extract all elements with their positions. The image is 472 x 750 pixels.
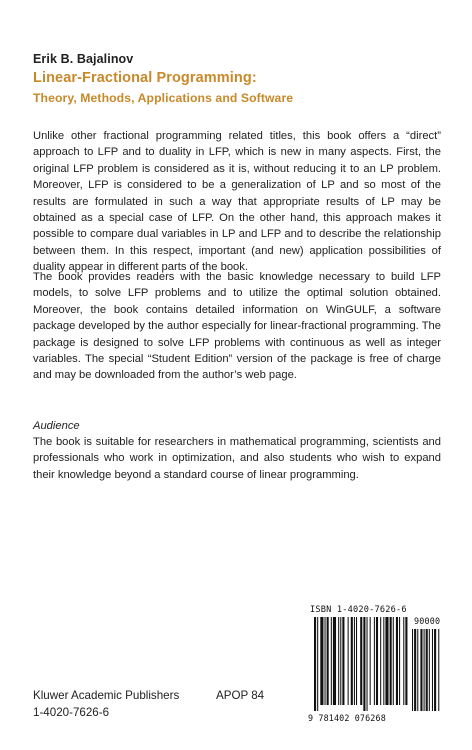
barcode-bar [363, 617, 365, 711]
barcode-bar [314, 617, 316, 711]
barcode-bar [374, 617, 375, 705]
barcode-addon-bar [420, 629, 422, 711]
barcode-addon-bar [417, 629, 418, 711]
barcode-bar [327, 617, 329, 705]
barcode-bar [380, 617, 381, 705]
barcode-bar [333, 617, 336, 705]
audience-paragraph: The book is suitable for researchers in mathematical programming, scientists and professionals who work in optimization, and also students who wish to expand their knowledge beyond a standard course of linear programming. [33, 436, 441, 481]
barcode-bar [403, 617, 404, 705]
barcode-bar [383, 617, 384, 705]
book-subtitle: Theory, Methods, Applications and Software [33, 91, 294, 105]
barcode-addon-bar [426, 629, 428, 711]
barcode-bars [308, 617, 442, 713]
barcode-bar [356, 617, 357, 705]
barcode-bar [370, 617, 371, 705]
barcode-bar [393, 617, 394, 705]
author-name: Erik B. Bajalinov [33, 52, 134, 66]
barcode-bar [348, 617, 349, 705]
barcode-addon-bar [414, 629, 416, 711]
series-code: APOP 84 [216, 689, 265, 702]
barcode-addon-bar [429, 629, 430, 711]
book-title: Linear-Fractional Programming: [33, 70, 257, 86]
barcode-bar [354, 617, 355, 705]
barcode-digits: 9 781402 076268 [308, 713, 386, 723]
barcode-bar [340, 617, 341, 705]
barcode-bar [390, 617, 392, 705]
barcode-addon-digits: 90000 [414, 616, 441, 626]
description-paragraph-2: The book provides readers with the basic knowledge necessary to build LFP models, to solve LFP problems and to utilize the optimal solution obtained. Moreover, the book contains detailed information on WinGULF, a software package developed by the author especially for linear-fractional programming. The package is designed to solve LFP problems with continuous as well as integer variables. The special “Student Edition” version of the package is free of charge and may be downloaded from the author’s web page. [33, 271, 441, 382]
audience-heading: Audience [33, 420, 80, 432]
barcode-addon-bar [424, 629, 425, 711]
barcode-bar [360, 617, 362, 705]
barcode-bar [338, 617, 339, 705]
barcode-addon-bar [434, 629, 436, 711]
barcode-bar [405, 617, 407, 705]
barcode-isbn-label: ISBN 1-4020-7626-6 [310, 605, 407, 615]
barcode-bar [351, 617, 353, 705]
barcode-bar [399, 617, 400, 705]
isbn-barcode [308, 605, 442, 729]
barcode-bar [320, 617, 323, 705]
footer-isbn: 1-4020-7626-6 [33, 706, 110, 719]
description-paragraph-1: Unlike other fractional programming related titles, this book offers a “direct” approach to LFP and to duality in LFP, which is new in many aspects. First, the original LFP problem is considered as it is, without reducing it to an LP problem. Moreover, LFP is considered to be a generalization of LP and so most of the results are formulated in such a way that appropriate results of LP may be obtained as a special case of LFP. On the other hand, this approach makes it possible to compare dual variables in LP and LFP and to describe the relationship between them. In this respect, important (and new) application possibilities of duality appear in different parts of the book. [33, 130, 441, 274]
barcode-addon-bar [412, 629, 413, 711]
publisher-name: Kluwer Academic Publishers [33, 689, 180, 702]
barcode-bar [385, 617, 388, 705]
barcode-addon-bar [432, 629, 433, 711]
barcode-bar [325, 617, 326, 705]
barcode-bar [342, 617, 344, 705]
barcode-bar [367, 617, 368, 711]
barcode-bar [317, 617, 318, 711]
barcode-addon-bar [438, 629, 439, 711]
barcode-bar [331, 617, 332, 705]
barcode-bar [376, 617, 378, 705]
barcode-bar [396, 617, 398, 705]
